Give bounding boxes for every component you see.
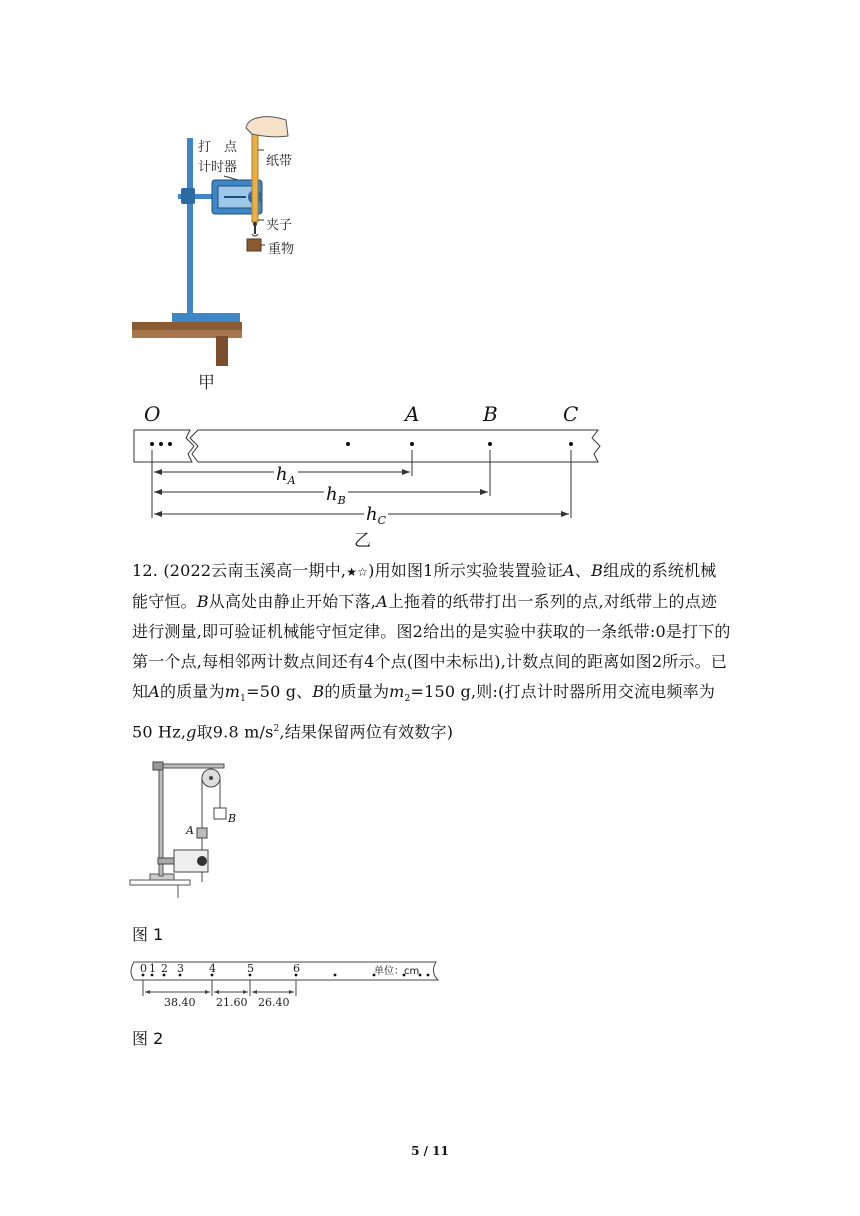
tick-0: 0 (140, 962, 147, 975)
tick-6: 6 (293, 962, 300, 975)
figure-1-caption: 图 1 (132, 925, 164, 944)
problem-source: (2022云南玉溪高一期中, (163, 561, 347, 580)
point-O-label: O (144, 402, 161, 426)
atwood-apparatus-illustration (128, 758, 248, 918)
weight-label: 重物 (268, 242, 295, 257)
timer-label-line2: 计时器 (198, 160, 238, 175)
figure-2 (128, 958, 448, 1048)
tick-2: 2 (161, 962, 168, 975)
tick-1: 1 (149, 962, 156, 975)
tick-3: 3 (177, 962, 184, 975)
point-B-label: B (483, 402, 498, 426)
fig1-label-B: B (228, 812, 237, 825)
page-number: 5 / 11 (411, 1144, 449, 1158)
hB-label: $h_B$ (326, 484, 346, 508)
point-A-label: A (405, 402, 420, 426)
hA-label: $h_A$ (276, 464, 296, 488)
distance-4-5: 21.60 (216, 996, 248, 1009)
hC-label: $h_C$ (366, 504, 387, 528)
tick-4: 4 (209, 962, 216, 975)
problem-number: 12. (132, 561, 159, 580)
figure-yi (128, 400, 618, 550)
figure-2-caption: 图 2 (132, 1029, 164, 1048)
fig1-label-A: A (186, 824, 194, 837)
figure-yi-caption: 乙 (354, 531, 371, 551)
tick-5: 5 (247, 962, 254, 975)
distance-5-6: 26.40 (258, 996, 290, 1009)
unit-label: 单位：cm (374, 966, 420, 977)
timer-label-line1: 打 点 (198, 140, 238, 155)
distance-0-4: 38.40 (164, 996, 196, 1009)
figure-jia (128, 110, 438, 395)
problem-12-text: 12. (2022云南玉溪高一期中,★☆)用如图1所示实验装置验证A、B组成的系统机械能守恒。B从高处由静止开始下落,A上拖着的纸带打出一系列的点,对纸带上的点迹进行测量,即可验证机械能守恒定律。图2给出的是实验中获取的一条纸带:0是打下的第一个点,每相邻两计数点间还有4个点(图中未标出),计数点间的距离如图2所示。已知A的质量为$m_1=50$ g、B的质量为$m_2=150$ g,则:(打点计时器所用交流电频率为50 Hz,g取9.8 $m/s^2$,结果保留两位有效数字) (132, 561, 731, 742)
tape-label: 纸带 (266, 154, 293, 169)
clip-label: 夹子 (266, 218, 293, 233)
paper-tape-diagram (128, 400, 618, 550)
point-C-label: C (563, 402, 579, 426)
difficulty-stars-icon: ★☆ (346, 565, 369, 579)
figure-1 (128, 758, 248, 948)
figure-jia-caption: 甲 (198, 373, 215, 393)
